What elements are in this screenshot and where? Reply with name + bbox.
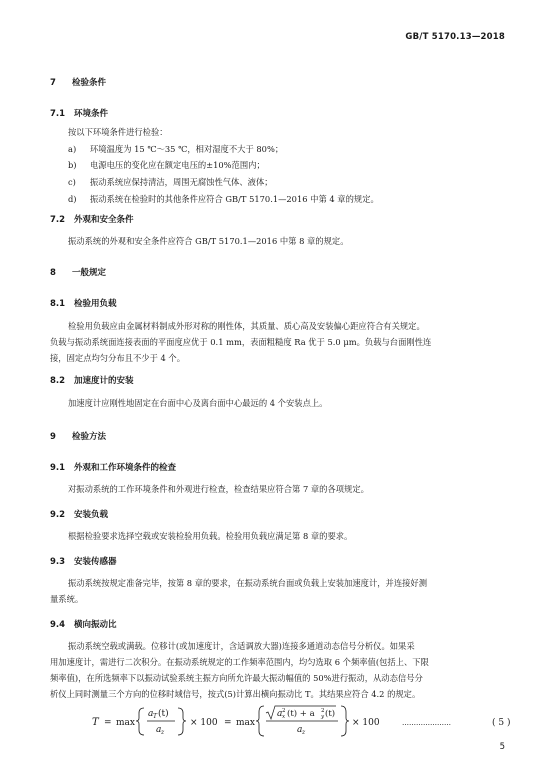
formula-num1: a: [148, 709, 154, 719]
brace-left: [136, 708, 144, 735]
formula-num1-sub: T: [153, 713, 158, 720]
formula-max: max: [116, 718, 135, 728]
section-8-1-heading: 8.1 检验用负载: [50, 299, 117, 309]
section-7-heading: 7 检验条件: [50, 78, 107, 88]
formula-sq-end: (t): [325, 709, 336, 719]
formula-den: a: [156, 725, 162, 735]
list-item: b) 电源电压的变化应在额定电压的±10%范围内；: [68, 160, 265, 170]
formula-num1-arg: (t): [158, 709, 169, 719]
section-9-2-text: 根据检验要求选择空载或安装检验用负载。检验用负载应满足第 8 章的要求。: [68, 531, 353, 541]
section-9-3-heading: 9.3 安装传感器: [50, 557, 117, 567]
brace-right: [178, 708, 186, 735]
formula-lhs: T: [92, 717, 99, 728]
formula-times100-2: × 100: [352, 718, 380, 728]
formula-eq2: =: [224, 718, 232, 728]
section-9-3-line: 量系统。: [50, 594, 84, 604]
formula-eq: =: [104, 718, 112, 728]
section-7-2-text: 振动系统的外观和安全条件应符合 GB/T 5170.1—2016 中第 8 章的规定。: [68, 236, 349, 246]
section-7-2-heading: 7.2 外观和安全条件: [50, 215, 134, 225]
brace-left-2: [256, 706, 264, 736]
list-item: c) 振动系统应保持清洁，周围无腐蚀性气体、液体；: [68, 177, 273, 187]
formula-dots: …………………: [402, 719, 451, 727]
formula-sq-a-sub: x: [282, 714, 286, 720]
section-9-4-line: 析仪上同时测量三个方向的位移时域信号，按式(5)计算出横向振动比 T。其结果应符合 4.2 的规定。: [50, 689, 421, 699]
formula-den2: a: [297, 725, 303, 735]
section-9-heading: 9 检验方法: [50, 432, 107, 442]
formula-sq-b-sub: y: [321, 714, 325, 720]
section-7-1-intro: 按以下环境条件进行检验：: [68, 127, 168, 137]
formula-sq-a: a: [277, 709, 283, 719]
section-7-1-heading: 7.1 环境条件: [50, 109, 109, 119]
brace-right-2: [341, 706, 349, 736]
standard-code: GB/T 5170.13—2018: [405, 32, 505, 42]
formula-max2: max: [236, 718, 255, 728]
section-9-4-line: 用加速度计，需进行二次积分。在振动系统规定的工作频率范围内，均匀选取 6 个频率值(包括上、下限: [50, 657, 429, 667]
section-9-1-text: 对振动系统的工作环境条件和外观进行检查，检查结果应符合第 7 章的各项规定。: [68, 484, 369, 494]
section-9-4-line: 振动系统空载或满载。位移计(或加速度计，含适调放大器)连接多通道动态信号分析仪。如果采: [68, 641, 415, 651]
section-9-4-line: 频率值)，在所选频率下以振动试验系统主振方向所允许最大振动幅值的 50%进行振动，从动态信号分: [50, 673, 423, 683]
section-9-1-heading: 9.1 外观和工作环境条件的检查: [50, 463, 177, 473]
section-8-heading: 8 一般规定: [50, 268, 107, 278]
formula-sq-a-sup: 2: [282, 708, 286, 714]
formula-sq-b-sup: 2: [321, 708, 325, 714]
section-8-1-line: 检验用负载应由金属材料制成外形对称的刚性体，其质量、质心高及安装偏心距应符合有关规定。: [68, 321, 425, 331]
list-item: d) 振动系统在检验时的其他条件应符合 GB/T 5170.1—2016 中第 4 章的规定。: [68, 194, 379, 204]
section-8-2-heading: 8.2 加速度计的安装: [50, 376, 134, 386]
list-item: a) 环境温度为 15 ℃～35 ℃，相对湿度不大于 80%；: [68, 144, 284, 154]
section-9-3-line: 振动系统按规定准备完毕，按第 8 章的要求，在振动系统台面或负载上安装加速度计，并连接好测: [68, 578, 428, 588]
formula-5: [92, 704, 522, 738]
page-number: 5: [499, 742, 505, 752]
section-8-2-text: 加速度计应刚性地固定在台面中心及离台面中心最远的 4 个安装点上。: [68, 398, 328, 408]
section-9-4-heading: 9.4 横向振动比: [50, 620, 117, 630]
formula-den2-sub: z: [302, 729, 306, 736]
formula-sq-plus: (t) + a: [287, 709, 315, 719]
formula-den-sub: z: [161, 729, 165, 736]
formula-times100: × 100: [190, 718, 218, 728]
section-8-1-line: 负载与振动系统面连接表面的平面度应优于 0.1 mm，表面粗糙度 Ra 优于 5.0 μm。负载与台面刚性连: [50, 337, 432, 347]
formula-eq-no: ( 5 ): [492, 718, 511, 728]
section-9-2-heading: 9.2 安装负载: [50, 510, 109, 520]
section-8-1-line: 接，固定点均匀分布且不少于 4 个。: [50, 353, 186, 363]
